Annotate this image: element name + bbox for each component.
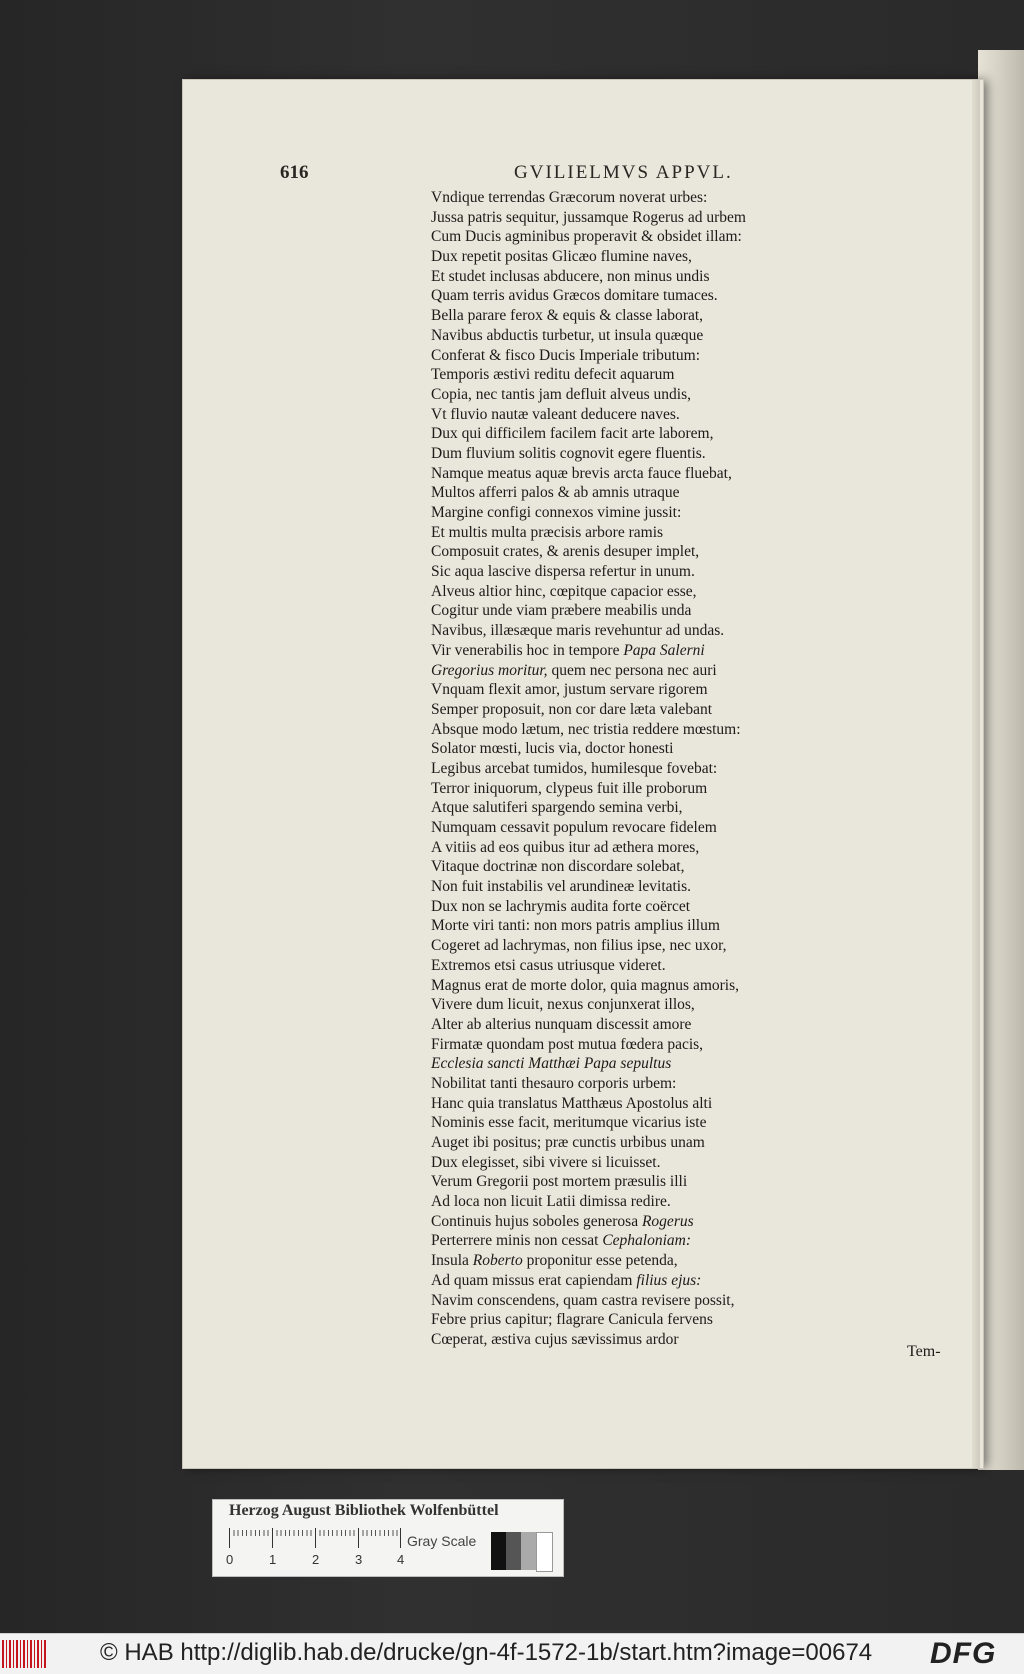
verse-line — [431, 1251, 791, 1271]
verse-line — [431, 720, 791, 740]
verse-segment: Dux qui difficilem facilem facit arte laborem, — [431, 425, 714, 443]
verse-line — [431, 1172, 791, 1192]
verse-segment: Cogeret ad lachrymas, non filius ipse, nec uxor, — [431, 937, 727, 955]
verse-segment: A vitiis ad eos quibus itur ad æthera mores, — [431, 838, 700, 856]
verse-line — [431, 1330, 791, 1350]
verse-segment: Dux elegisset, sibi vivere si licuisset. — [431, 1153, 661, 1171]
verse-line — [431, 857, 791, 877]
verse-segment: Legibus arcebat tumidos, humilesque fovebat: — [431, 759, 718, 777]
verse-line — [431, 916, 791, 936]
verse-segment: Navibus abductis turbetur, ut insula quæque — [431, 326, 704, 344]
verse-segment: Cœperat, æstiva cujus sævissimus ardor — [431, 1330, 679, 1348]
verse-segment: Navibus, illæsæque maris revehuntur ad undas. — [431, 622, 725, 640]
footer-bar — [0, 1633, 1024, 1674]
verse-segment: Perterrere minis non cessat — [431, 1232, 603, 1250]
page-edge — [972, 80, 980, 1468]
verse-segment: Auget ibi positus; præ cunctis urbibus unam — [431, 1134, 705, 1151]
verse-line — [431, 405, 791, 425]
verse-segment: Bella parare ferox & equis & classe laborat, — [431, 307, 703, 325]
book-page — [183, 80, 983, 1468]
verse-line — [431, 680, 791, 700]
verse-line — [431, 661, 791, 681]
library-name: Herzog August Bibliothek Wolfenbüttel — [229, 1502, 499, 1519]
verse-segment: Vivere dum licuit, nexus conjunxerat illos, — [431, 996, 695, 1014]
verse-line — [431, 601, 791, 621]
verse-segment: Navim conscendens, quam castra revisere possit, — [431, 1291, 735, 1309]
verse-segment: Et multis multa præcisis arbore ramis — [431, 523, 664, 541]
verse-segment: Insula — [431, 1252, 473, 1270]
page-number: 616 — [280, 162, 309, 183]
verse-line — [431, 424, 791, 444]
verse-segment: Conferat & fisco Ducis Imperiale tributum: — [431, 346, 701, 364]
color-scale-card — [212, 1499, 564, 1577]
verse-line — [431, 1271, 791, 1291]
verse-segment: Cum Ducis agminibus properavit & obsidet illam: — [431, 228, 742, 246]
verse-segment: Jussa patris sequitur, jussamque Rogerus ad urbem — [431, 208, 746, 226]
verse-segment: Vnquam flexit amor, justum servare rigorem — [431, 681, 708, 699]
verse-segment: Absque modo lætum, nec tristia reddere mœstum: — [431, 720, 741, 738]
verse-line — [431, 1035, 791, 1055]
verse-segment: Numquam cessavit populum revocare fidelem — [431, 819, 717, 836]
verse-line — [431, 976, 791, 996]
verse-segment: Nobilitat tanti thesauro corporis urbem: — [431, 1074, 677, 1092]
verse-segment: Dux repetit positas Glicæo flumine naves, — [431, 248, 692, 266]
verse-line — [431, 267, 791, 287]
verse-line — [431, 621, 791, 641]
verse-segment: Alveus altior hinc, cœpitque capacior esse, — [431, 582, 697, 600]
verse-line — [431, 1291, 791, 1311]
verse-line — [431, 286, 791, 306]
ruler-number: 1 — [269, 1552, 277, 1567]
verse-italic-segment: Rogerus — [641, 1212, 694, 1230]
ruler-tick — [315, 1528, 316, 1548]
verse-line — [431, 562, 791, 582]
verse-line — [431, 956, 791, 976]
verse-line — [431, 1015, 791, 1035]
verse-line — [431, 1074, 791, 1094]
verse-segment: Multos afferri palos & ab amnis utraque — [431, 484, 680, 502]
verse-line — [431, 464, 791, 484]
verse-segment: Temporis æstivi reditu defecit aquarum — [431, 366, 675, 384]
verse-line — [431, 365, 791, 385]
running-title: GVILIELMVS APPVL. — [514, 162, 733, 183]
ruler-tick — [358, 1528, 359, 1548]
gray-swatch — [536, 1532, 553, 1572]
ruler-number: 2 — [312, 1552, 320, 1567]
verse-segment: Dux non se lachrymis audita forte coërcet — [431, 897, 691, 915]
verse-text — [431, 188, 791, 1350]
verse-segment: Verum Gregorii post mortem præsulis illi — [431, 1173, 688, 1191]
gray-scale-label: Gray Scale — [407, 1533, 477, 1549]
verse-line — [431, 1192, 791, 1212]
verse-segment: Vndique terrendas Græcorum noverat urbes: — [431, 189, 708, 206]
verse-segment: Atque salutiferi spargendo semina verbi, — [431, 799, 683, 817]
verse-segment: Namque meatus aquæ brevis arcta fauce fluebat, — [431, 464, 732, 482]
verse-segment: Copia, nec tantis jam defluit alveus undis, — [431, 385, 692, 403]
verse-line — [431, 759, 791, 779]
verse-line — [431, 779, 791, 799]
verse-line — [431, 641, 791, 661]
dfg-logo: DFG — [930, 1637, 997, 1670]
verse-segment: Sic aqua lascive dispersa refertur in unum. — [431, 563, 695, 581]
ruler-number: 0 — [226, 1552, 234, 1567]
verse-segment: Febre prius capitur; flagrare Canicula fervens — [431, 1311, 713, 1329]
verse-line — [431, 346, 791, 366]
verse-line — [431, 306, 791, 326]
verse-segment: Firmatæ quondam post mutua fœdera pacis, — [431, 1035, 704, 1053]
page-header — [183, 162, 983, 188]
ruler-tick — [272, 1528, 273, 1548]
verse-segment: Magnus erat de morte dolor, quia magnus amoris, — [431, 976, 740, 994]
verse-segment: Et studet inclusas abducere, non minus undis — [431, 267, 710, 285]
verse-line — [431, 523, 791, 543]
verse-italic-segment: Roberto — [472, 1252, 523, 1270]
verse-segment: Semper proposuit, non cor dare læta valebant — [431, 700, 713, 718]
verse-line — [431, 877, 791, 897]
catchword: Tem- — [907, 1343, 941, 1360]
verse-line — [431, 936, 791, 956]
verse-line — [431, 385, 791, 405]
next-page-edge — [978, 50, 1024, 1470]
verse-line — [431, 227, 791, 247]
verse-segment: proponitur esse petenda, — [522, 1252, 678, 1270]
ruler-number: 4 — [397, 1552, 405, 1567]
verse-italic-segment: Cephaloniam: — [602, 1232, 691, 1250]
verse-line — [431, 483, 791, 503]
verse-segment: Ad loca non licuit Latii dimissa redire. — [431, 1193, 671, 1211]
verse-segment: Nominis esse facit, meritumque vicarius iste — [431, 1114, 707, 1132]
verse-segment: Ad quam missus erat capiendam — [431, 1271, 637, 1289]
verse-segment: Morte viri tanti: non mors patris amplius illum — [431, 917, 720, 935]
gray-swatch — [521, 1532, 536, 1570]
verse-line — [431, 1153, 791, 1173]
verse-segment: Continuis hujus soboles generosa — [431, 1212, 642, 1230]
verse-segment: Extremos etsi casus utriusque videret. — [431, 956, 666, 974]
verse-line — [431, 1094, 791, 1114]
verse-italic-segment: Papa Salerni — [623, 641, 705, 659]
verse-line — [431, 247, 791, 267]
verse-line — [431, 1133, 791, 1153]
verse-line — [431, 326, 791, 346]
verse-line — [431, 542, 791, 562]
verse-italic-segment: Gregorius moritur, — [431, 661, 548, 679]
source-url[interactable]: © HAB http://diglib.hab.de/drucke/gn-4f-1572-1b/start.htm?image=00674 — [100, 1639, 873, 1666]
verse-line — [431, 995, 791, 1015]
verse-segment: Composuit crates, & arenis desuper implet, — [431, 543, 700, 561]
gray-swatch — [506, 1532, 521, 1570]
ruler-tick — [229, 1528, 230, 1548]
verse-line — [431, 1113, 791, 1133]
verse-segment: Hanc quia translatus Matthæus Apostolus alti — [431, 1094, 713, 1112]
ruler-number: 3 — [355, 1552, 363, 1567]
verse-segment: Dum fluvium solitis cognovit egere fluentis. — [431, 444, 706, 462]
verse-segment: Vitaque doctrinæ non discordare solebat, — [431, 858, 685, 876]
verse-line — [431, 208, 791, 228]
verse-segment: Terror iniquorum, clypeus fuit ille proborum — [431, 779, 708, 797]
verse-line — [431, 582, 791, 602]
verse-line — [431, 1231, 791, 1251]
verse-segment: Quam terris avidus Græcos domitare tumaces. — [431, 287, 718, 305]
verse-line — [431, 897, 791, 917]
gray-swatch — [491, 1532, 506, 1570]
verse-line — [431, 188, 791, 208]
verse-segment: Cogitur unde viam præbere meabilis unda — [431, 602, 692, 620]
verse-italic-segment: filius ejus: — [636, 1271, 702, 1289]
verse-line — [431, 1054, 791, 1074]
verse-line — [431, 444, 791, 464]
verse-line — [431, 1310, 791, 1330]
verse-line — [431, 1212, 791, 1232]
verse-line — [431, 700, 791, 720]
verse-segment: Alter ab alterius nunquam discessit amore — [431, 1015, 692, 1033]
verse-segment: Vir venerabilis hoc in tempore — [431, 641, 624, 659]
verse-line — [431, 818, 791, 838]
verse-segment: Non fuit instabilis vel arundineæ levitatis. — [431, 878, 692, 896]
verse-line — [431, 503, 791, 523]
barcode-logo-icon — [2, 1640, 46, 1668]
ruler-tick — [400, 1528, 401, 1548]
verse-line — [431, 838, 791, 858]
verse-segment: Vt fluvio nautæ valeant deducere naves. — [431, 405, 680, 423]
verse-segment: Margine configi connexos vimine jussit: — [431, 504, 682, 521]
verse-segment: Solator mœsti, lucis via, doctor honesti — [431, 740, 674, 758]
verse-segment: quem nec persona nec auri — [547, 661, 717, 679]
verse-italic-segment: Ecclesia sancti Matthæi Papa sepultus — [431, 1055, 672, 1073]
verse-line — [431, 798, 791, 818]
verse-line — [431, 739, 791, 759]
